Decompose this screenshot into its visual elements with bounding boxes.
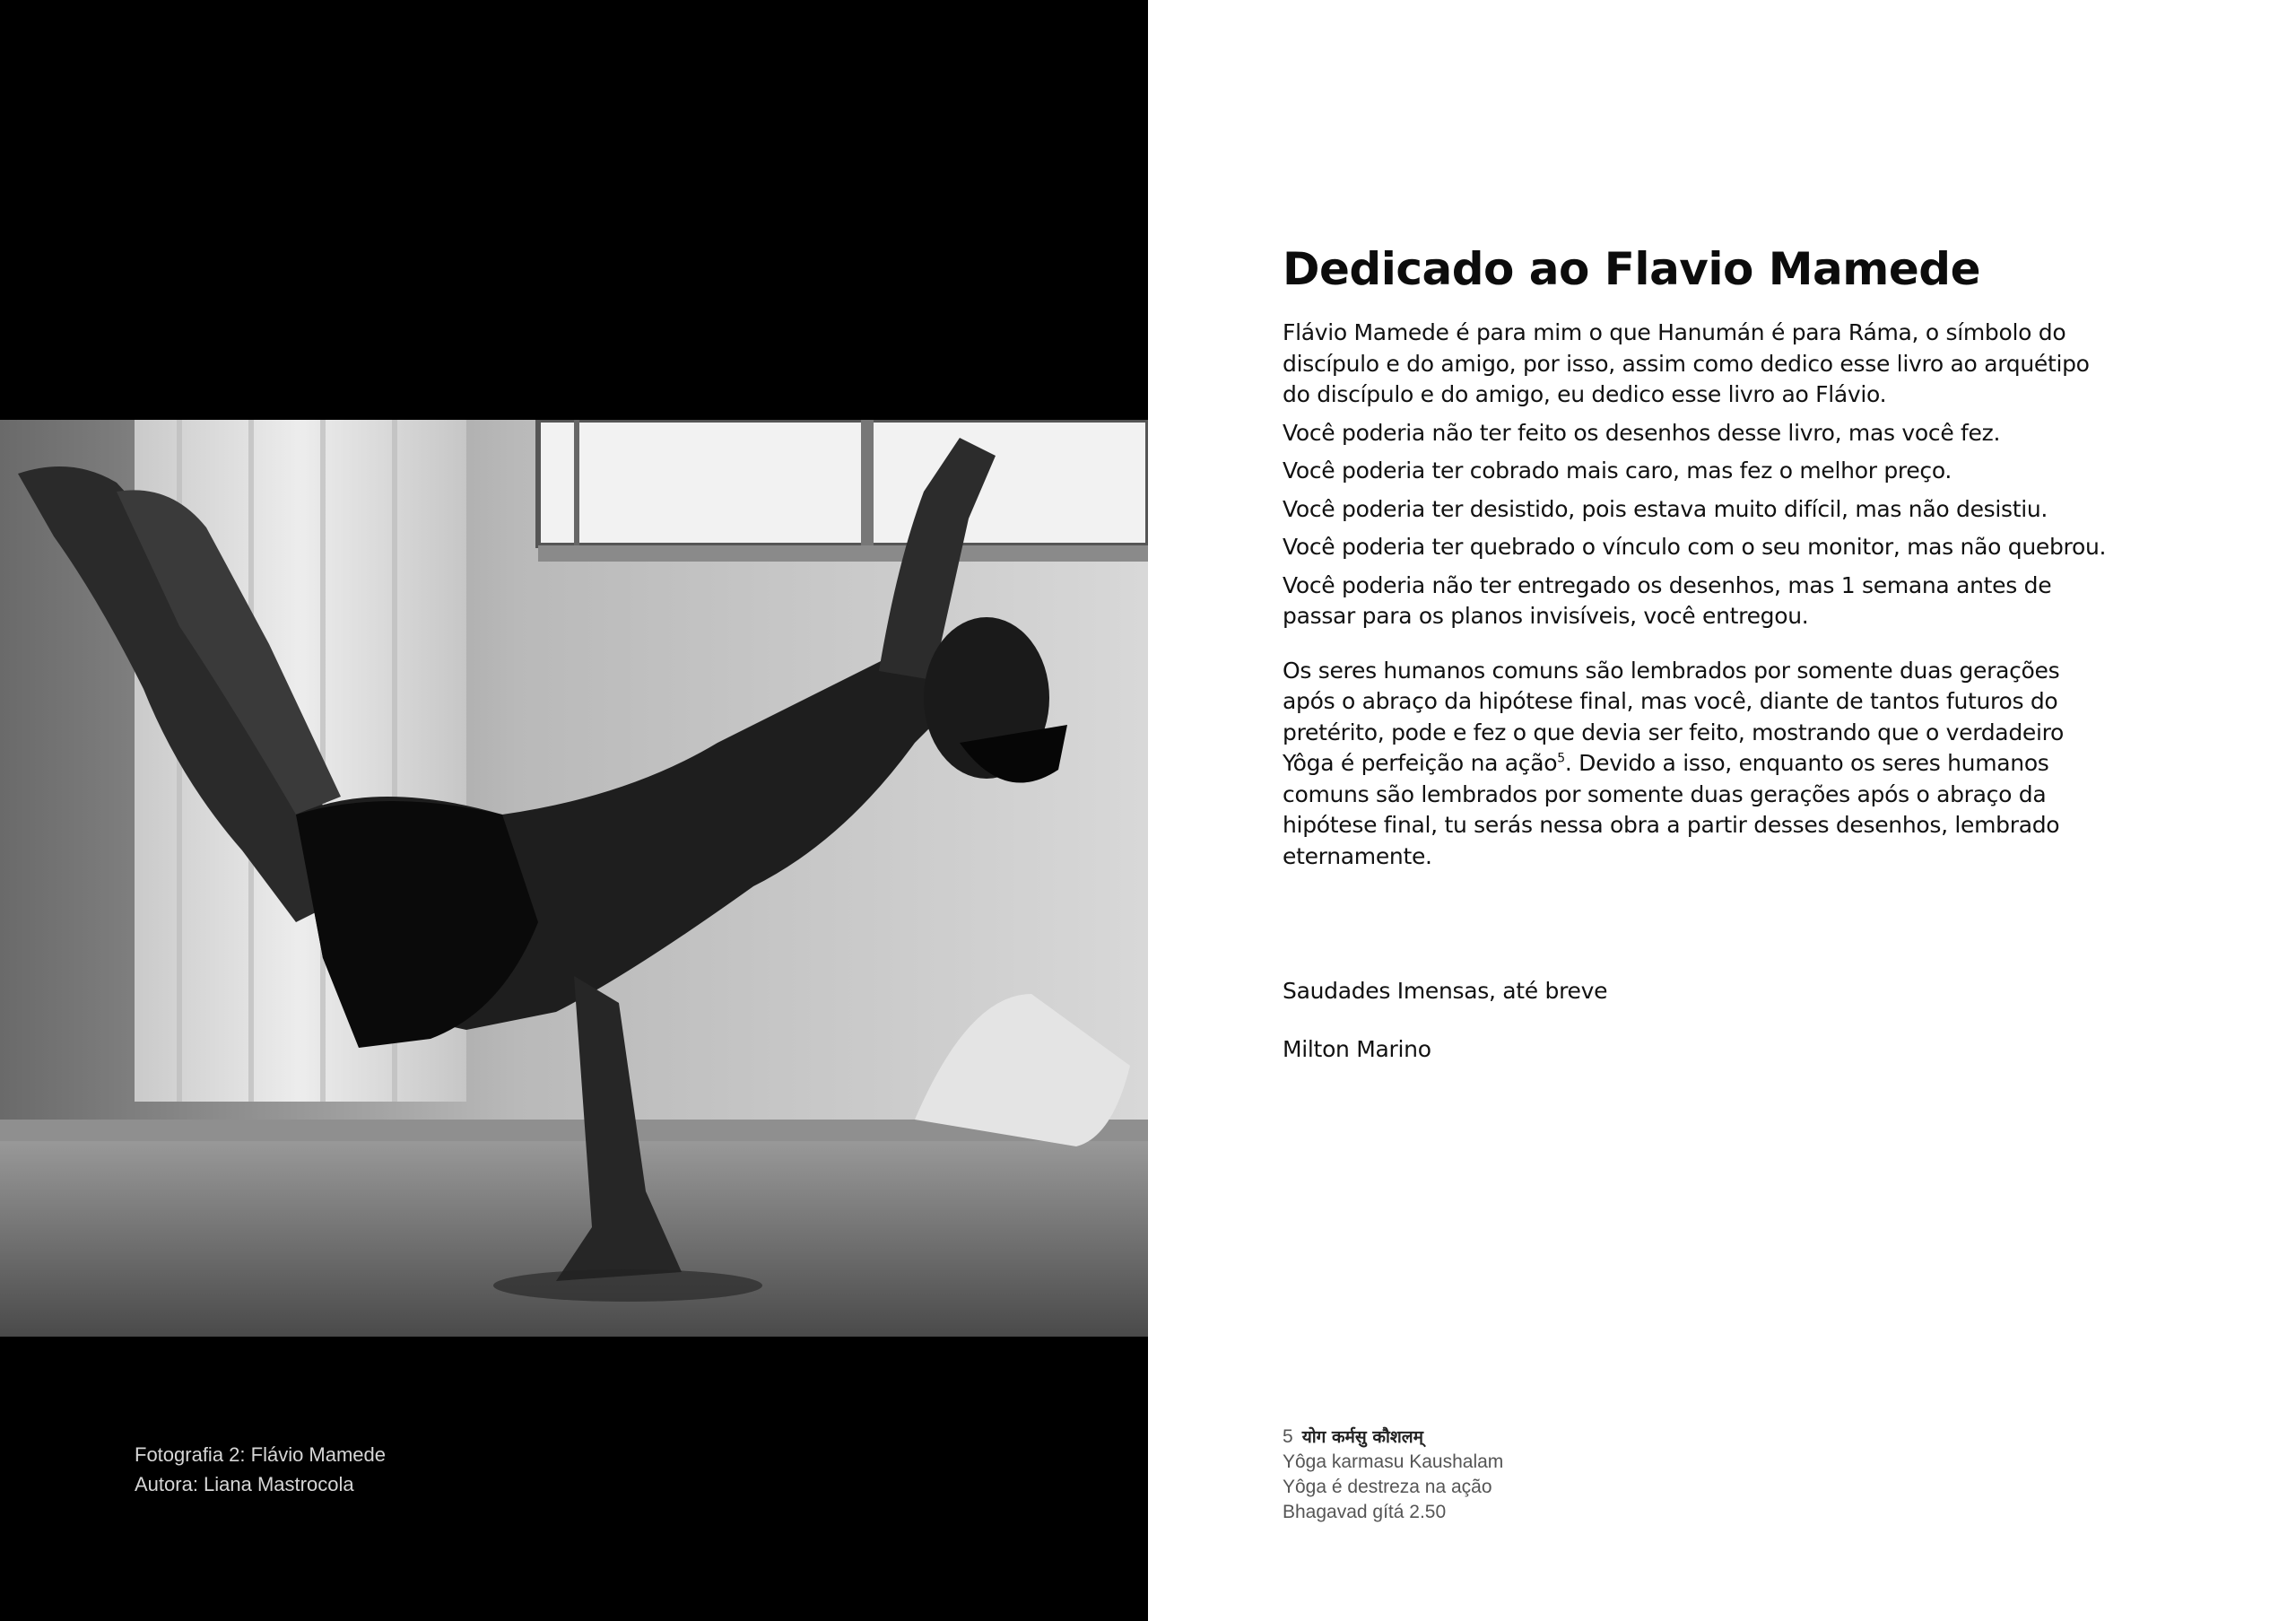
footnote-number: 5 — [1283, 1426, 1293, 1447]
footnote-sanskrit: योग कर्मसु कौशलम् — [1301, 1427, 1424, 1447]
footnote-heading — [1283, 1425, 1503, 1450]
caption-author: Autora: Liana Mastrocola — [135, 1473, 354, 1495]
paragraph: Você poderia ter quebrado o vínculo com o seu monitor, mas não quebrou. — [1283, 534, 2107, 560]
page-title: Dedicado ao Flavio Mamede — [1283, 243, 1981, 295]
paragraph: Você poderia não ter entregado os desenhos, mas 1 semana antes de passar para os planos invisíveis, você entregou. — [1283, 571, 2052, 629]
footnote — [1283, 1425, 1503, 1525]
paragraph: Você poderia não ter feito os desenhos desse livro, mas você fez. — [1283, 419, 2001, 446]
footnote-transliteration: Yôga karmasu Kaushalam — [1283, 1451, 1504, 1472]
photo-caption — [135, 1440, 386, 1499]
dedication-text — [1283, 240, 2108, 879]
paragraph: Você poderia ter cobrado mais caro, mas fez o melhor preço. — [1283, 458, 1952, 484]
footnote-translation: Yôga é destreza na ação — [1283, 1477, 1492, 1497]
signature: Milton Marino — [1283, 1036, 1431, 1062]
paragraph: Você poderia ter desistido, pois estava muito difícil, mas não desistiu. — [1283, 495, 2048, 522]
caption-photo-title: Fotografia 2: Flávio Mamede — [135, 1443, 387, 1466]
footnote-source: Bhagavad gítá 2.50 — [1283, 1502, 1447, 1522]
long-paragraph-part1: Os seres humanos comuns são lembrados por somente duas gerações após o abraço da hipótese final, mas você, diante de tantos futuros do pretérito, pode e fez o que devia ser feito, mostrando que o verdadeiro Yôga é perfeição na ação — [1283, 657, 2065, 776]
closing-line: Saudades Imensas, até breve — [1283, 978, 1608, 1004]
right-page — [1148, 0, 2296, 1621]
long-paragraph — [1283, 656, 2108, 873]
paragraph: Flávio Mamede é para mim o que Hanumán é para Ráma, o símbolo do discípulo e do amigo, por isso, assim como dedico esse livro ao arquétipo do discípulo e do amigo, eu dedico esse livro ao Flávio. — [1283, 319, 2090, 407]
photo-yoga-pose — [0, 420, 1148, 1337]
long-paragraph-part2: . Devido a isso, enquanto os seres humanos comuns são lembrados por somente duas gerações após o abraço da hipótese final, tu serás nessa obra a partir desses desenhos, lembrado eternamente. — [1283, 750, 2060, 869]
closing-block — [1283, 976, 1607, 1065]
footnote-reference[interactable]: 5 — [1557, 751, 1565, 766]
photo-illustration — [0, 420, 1148, 1337]
